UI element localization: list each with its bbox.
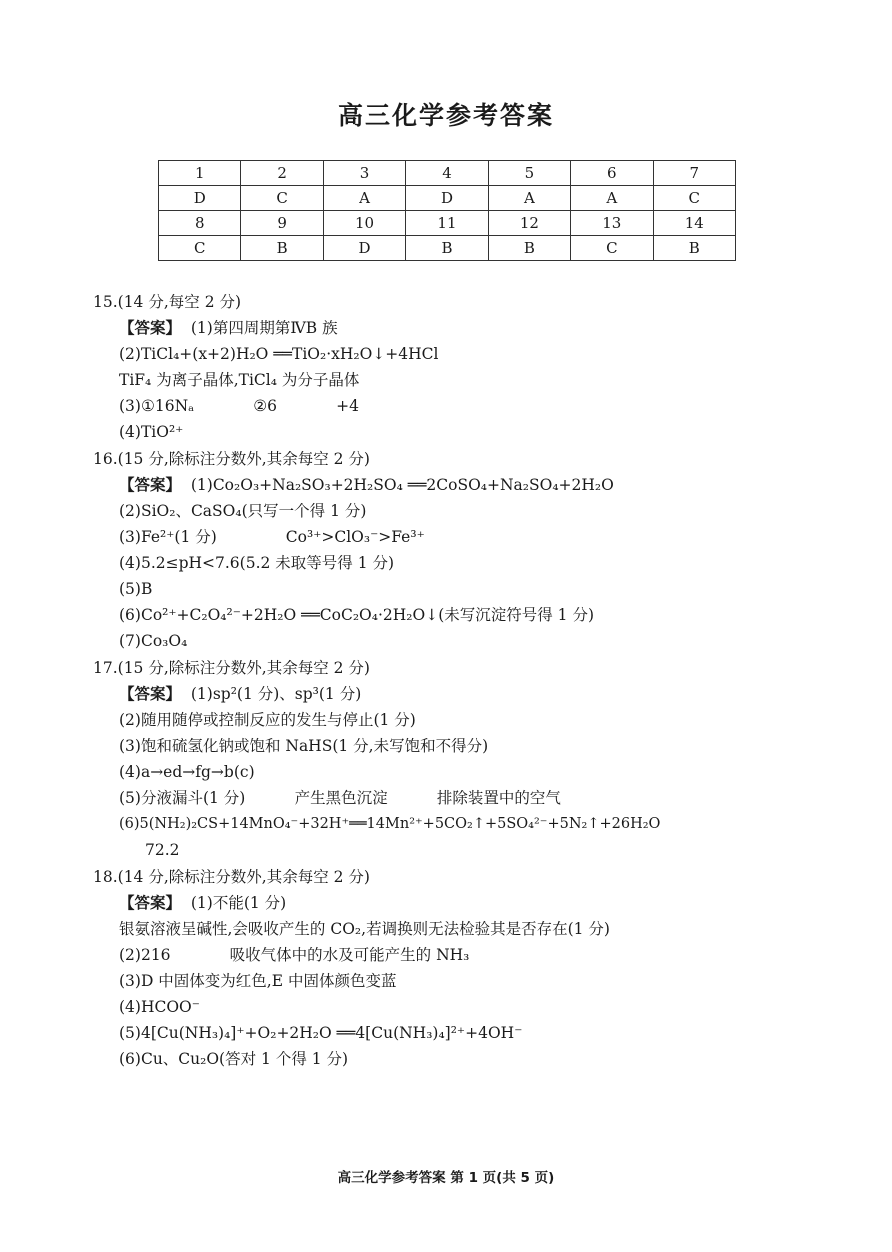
table-cell: 3: [323, 161, 405, 186]
question-18-heading: 18.(14 分,除标注分数外,其余每空 2 分): [93, 868, 370, 886]
answer-17-1: [119, 684, 361, 704]
answer-18-1b: 银氨溶液呈碱性,会吸收产生的 CO₂,若调换则无法检验其是否存在(1 分): [119, 920, 610, 938]
table-cell: 4: [406, 161, 488, 186]
answer-16-1: [119, 475, 614, 495]
answer-16-3: (3)Fe²⁺(1 分) Co³⁺>ClO₃⁻>Fe³⁺: [119, 528, 425, 546]
table-cell: 2: [241, 161, 323, 186]
answer-label: 【答案】: [119, 319, 182, 337]
table-cell: 9: [241, 211, 323, 236]
answer-label: 【答案】: [119, 476, 182, 494]
answer-16-5: (5)B: [119, 580, 153, 598]
answer-16-6: (6)Co²⁺+C₂O₄²⁻+2H₂O ══CoC₂O₄·2H₂O↓(未写沉淀符号得 1 分): [119, 606, 595, 624]
table-cell: 12: [488, 211, 570, 236]
table-cell: B: [488, 236, 570, 261]
question-17-heading: 17.(15 分,除标注分数外,其余每空 2 分): [93, 659, 370, 677]
table-cell: C: [159, 236, 241, 261]
answer-text: (1)第四周期第ⅣB 族: [181, 319, 338, 337]
table-cell: B: [653, 236, 735, 261]
answer-17-6: (6)5(NH₂)₂CS+14MnO₄⁻+32H⁺══14Mn²⁺+5CO₂↑+5SO₄²⁻+5N₂↑+26H₂O: [119, 816, 661, 832]
answer-15-2b: TiF₄ 为离子晶体,TiCl₄ 为分子晶体: [119, 371, 360, 389]
table-cell: A: [571, 186, 653, 211]
table-cell: D: [406, 186, 488, 211]
table-cell: 5: [488, 161, 570, 186]
table-cell: 14: [653, 211, 735, 236]
table-cell: 1: [159, 161, 241, 186]
question-15-heading: 15.(14 分,每空 2 分): [93, 293, 242, 311]
table-cell: 8: [159, 211, 241, 236]
table-cell: D: [159, 186, 241, 211]
table-cell: A: [488, 186, 570, 211]
table-cell: C: [241, 186, 323, 211]
answer-18-4: (4)HCOO⁻: [119, 998, 200, 1016]
answer-15-3: (3)①16Nₐ ②6 +4: [119, 397, 359, 415]
answer-17-2: (2)随用随停或控制反应的发生与停止(1 分): [119, 711, 416, 729]
table-row: [159, 236, 736, 261]
answer-16-4: (4)5.2≤pH<7.6(5.2 未取等号得 1 分): [119, 554, 395, 572]
table-row: [159, 161, 736, 186]
answer-18-2: (2)216 吸收气体中的水及可能产生的 NH₃: [119, 946, 470, 964]
answer-18-5: (5)4[Cu(NH₃)₄]⁺+O₂+2H₂O ══4[Cu(NH₃)₄]²⁺+4OH⁻: [119, 1024, 523, 1042]
table-cell: 7: [653, 161, 735, 186]
answer-18-1: [119, 893, 286, 913]
answer-17-6b: 72.2: [145, 841, 180, 859]
table-row: [159, 186, 736, 211]
table-cell: D: [323, 236, 405, 261]
table-cell: B: [241, 236, 323, 261]
table-row: [159, 211, 736, 236]
answer-15-1: [119, 318, 338, 338]
table-cell: 10: [323, 211, 405, 236]
answer-18-3: (3)D 中固体变为红色,E 中固体颜色变蓝: [119, 972, 397, 990]
answer-16-7: (7)Co₃O₄: [119, 632, 188, 650]
table-cell: 6: [571, 161, 653, 186]
answer-15-2: (2)TiCl₄+(x+2)H₂O ══TiO₂·xH₂O↓+4HCl: [119, 345, 439, 363]
answer-text: (1)sp²(1 分)、sp³(1 分): [181, 685, 362, 703]
table-cell: C: [653, 186, 735, 211]
answer-15-4: (4)TiO²⁺: [119, 423, 184, 441]
answer-text: (1)Co₂O₃+Na₂SO₃+2H₂SO₄ ══2CoSO₄+Na₂SO₄+2H₂O: [181, 476, 614, 494]
answer-17-5: (5)分液漏斗(1 分) 产生黑色沉淀 排除装置中的空气: [119, 789, 561, 807]
answer-17-3: (3)饱和硫氢化钠或饱和 NaHS(1 分,未写饱和不得分): [119, 737, 489, 755]
page-title: 高三化学参考答案: [337, 101, 554, 130]
question-16-heading: 16.(15 分,除标注分数外,其余每空 2 分): [93, 450, 370, 468]
answer-label: 【答案】: [119, 685, 182, 703]
answer-text: (1)不能(1 分): [181, 894, 287, 912]
answer-16-2: (2)SiO₂、CaSO₄(只写一个得 1 分): [119, 502, 367, 520]
page-footer: 高三化学参考答案 第 1 页(共 5 页): [337, 1170, 555, 1186]
table-cell: B: [406, 236, 488, 261]
table-cell: C: [571, 236, 653, 261]
answer-label: 【答案】: [119, 894, 182, 912]
answer-17-4: (4)a→ed→fg→b(c): [119, 763, 255, 781]
table-cell: 11: [406, 211, 488, 236]
table-cell: A: [323, 186, 405, 211]
answer-table: [158, 160, 736, 261]
answer-18-6: (6)Cu、Cu₂O(答对 1 个得 1 分): [119, 1050, 349, 1068]
table-cell: 13: [571, 211, 653, 236]
